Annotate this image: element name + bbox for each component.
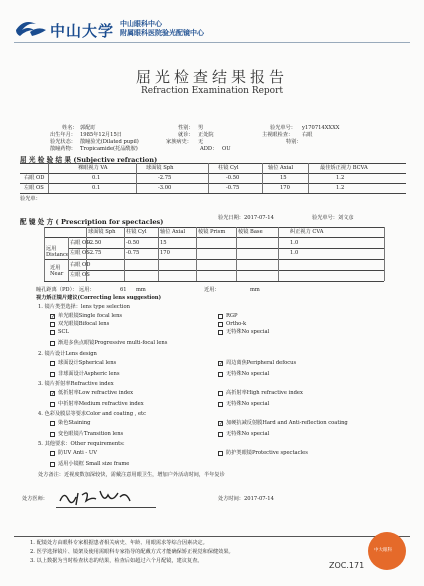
visit-label: 就诊： — [178, 132, 194, 138]
rx-col-divider — [236, 227, 237, 281]
dominant-eye-value: 右眼 — [302, 132, 313, 138]
q3-high-checkbox[interactable] — [218, 391, 223, 396]
patient-sex: 男 — [198, 125, 204, 131]
prescription-optometrist-label: 验光单号： — [312, 215, 338, 221]
q4-nospecial-label: 无特殊No special — [226, 431, 270, 437]
rx-col-divider — [86, 227, 87, 281]
rx-row-rule — [68, 270, 384, 271]
subj-os-axis: 170 — [280, 185, 290, 191]
patient-name: 郭配盯 — [80, 125, 96, 131]
subj-od-cyl: -0.50 — [226, 175, 240, 181]
rx-col-base: 棱镜 Base — [238, 229, 263, 235]
q3-low-checkbox[interactable]: ✓ — [51, 391, 56, 397]
suggestion-heading: 视力矫正镜片建议(Correcting lens suggestion) — [36, 295, 162, 301]
rx-col-cyl: 柱镜 Cyl — [126, 229, 147, 235]
q4-transition-label: 变色眼镜片Transition lens — [58, 431, 124, 437]
subj-col-divider — [262, 163, 263, 193]
rx-near-os-eye: 左眼 OS — [70, 272, 90, 278]
q1-bifocal-checkbox[interactable] — [50, 322, 55, 327]
q1-scl-label: SCL — [58, 329, 69, 335]
q2-aspheric-label: 非球面设计Aspheric lens — [58, 371, 120, 377]
q5-smallframe-label: 适用小镜框 Small size frame — [58, 461, 130, 467]
prescription-remark: 处方备注：近视度数加深较快，需戴注意用眼卫生，增加户外活动时间，半年复诊 — [38, 472, 225, 478]
subjective-header-rule — [20, 173, 406, 174]
q5-protective-label: 防护类眼镜Protective spectacles — [226, 450, 308, 456]
subjective-col-cyl: 柱镜 Cyl — [218, 165, 239, 171]
report-title-en: Refraction Examination Report — [140, 86, 284, 96]
subj-od-sph: -2.75 — [158, 175, 172, 181]
sex-label: 性别： — [178, 125, 194, 131]
q1-bifocal-label: 双光眼镜Bifocal lens — [58, 321, 110, 327]
rx-row-rule — [68, 248, 384, 249]
subj-os-bcva: 1.2 — [336, 185, 345, 191]
subj-os-cyl: -0.75 — [226, 185, 240, 191]
q5-uv-checkbox[interactable] — [50, 451, 55, 456]
subjective-optometrist-label: 验光单： — [20, 196, 41, 202]
q1-progressive-checkbox[interactable] — [50, 341, 55, 346]
dob-label: 出生年月： — [50, 132, 76, 138]
subjective-row-rule — [20, 183, 406, 184]
q2-heading: 2. 镜片设计Lens design — [38, 351, 97, 357]
pd-far-unit: mm — [136, 287, 146, 293]
prescription-date: 2017-07-14 — [244, 215, 274, 221]
rx-dist-os-cva: 1.0 — [290, 250, 299, 256]
q5-heading: 5. 其他要求：Other requirements: — [38, 441, 125, 447]
rx-header-rule — [44, 237, 384, 238]
subj-od-axis: 15 — [280, 175, 287, 181]
prescription-time-label: 处方时间： — [218, 496, 244, 502]
department-line-2: 附属眼科医院验光配镜中心 — [120, 28, 204, 37]
report-title-cn: 屈光检查结果报告 — [135, 68, 288, 86]
document-code: ZOC.171 — [329, 561, 365, 570]
q3-medium-checkbox[interactable] — [50, 402, 55, 407]
q1-nospecial-checkbox[interactable] — [218, 330, 223, 335]
subj-os-sph: -3.00 — [158, 185, 172, 191]
q2-spherical-label: 球面设计Spherical lens — [58, 360, 117, 366]
q1-scl-checkbox[interactable] — [50, 330, 55, 335]
family-history-value: 无 — [198, 139, 204, 145]
subjective-col-bcva: 最佳矫正视力 BCVA — [320, 165, 368, 171]
rx-col-cva: 纠正视力 CVA — [290, 229, 324, 235]
rx-col-divider — [158, 227, 159, 281]
zoc-badge-label: 中大眼科 — [374, 548, 392, 553]
subj-os-va: 0.1 — [92, 185, 101, 191]
subj-col-divider — [48, 163, 49, 193]
q2-peripheral-checkbox[interactable]: ✓ — [219, 361, 224, 367]
family-history-label: 家族病史： — [166, 139, 192, 145]
university-name: 中山大学 — [50, 22, 115, 40]
rx-col-divider — [44, 227, 45, 281]
subj-col-divider — [136, 163, 137, 193]
name-label: 姓名： — [62, 125, 78, 131]
subj-col-divider — [208, 163, 209, 193]
rx-col-sph: 球面镜 Sph — [88, 229, 116, 235]
q1-rgp-checkbox[interactable] — [218, 314, 223, 319]
pd-near-label: 近用： — [204, 287, 220, 293]
pd-near-unit: mm — [250, 287, 260, 293]
rx-col-divider — [384, 227, 385, 281]
q2-spherical-checkbox[interactable] — [50, 361, 55, 366]
q4-staining-label: 染色Staining — [58, 420, 91, 426]
rx-near-label: 近用 Near — [50, 265, 64, 277]
rx-top-rule — [44, 227, 384, 228]
q3-high-label: 高折射率High refractive index — [226, 390, 303, 396]
q4-coating-label: 加硬抗减反射膜Hard and Anti-reflection coating — [226, 420, 348, 426]
signature-line — [56, 507, 156, 508]
drug-value: Tropicamide(托品酰胺) — [80, 146, 138, 152]
rx-dist-od-cva: 1.0 — [290, 240, 299, 246]
q4-coating-checkbox[interactable]: ✓ — [219, 421, 224, 427]
rx-bottom-rule — [44, 281, 384, 282]
rx-dist-od-axis: 15 — [160, 240, 167, 246]
subjective-heading: 屈 光 检 验 结 果 (Subjective refraction) — [20, 156, 158, 164]
rx-distance-label: 远用 Distance — [46, 246, 69, 258]
footnote-3: 3. 以上数据为当时检查状态的结果，检查后如超过六个月配镜，建议复查。 — [30, 558, 203, 564]
rx-near-od-eye: 右眼 OD — [70, 262, 91, 268]
rx-dist-od-cyl: -0.50 — [126, 240, 140, 246]
rx-dist-os-axis: 170 — [160, 250, 170, 256]
q2-nospecial-checkbox[interactable] — [218, 372, 223, 377]
subjective-col-sph: 球面镜 Sph — [146, 165, 174, 171]
department-line-1: 中山眼科中心 — [120, 19, 162, 28]
doctor-signature — [56, 487, 136, 509]
footnote-1: 1. 配镜处方由眼科专家根据患者相关病史、年龄、用眼需求等综合因素决定。 — [30, 540, 208, 546]
prescription-date-label: 验光日期： — [218, 215, 244, 221]
rx-col-axis: 轴位 Axial — [160, 229, 186, 235]
q4-transition-checkbox[interactable] — [50, 432, 55, 437]
q2-aspheric-checkbox[interactable] — [50, 372, 55, 377]
q5-uv-label: 防UV Anti - UV — [58, 450, 97, 456]
q2-nospecial-label: 无特殊No special — [226, 371, 270, 377]
card-label: 验光单号： — [270, 125, 296, 131]
rx-dist-od-eye: 右眼 OD — [70, 240, 91, 246]
subj-od-va: 0.1 — [92, 175, 101, 181]
subj-os-eye: 左眼 OS — [24, 185, 44, 191]
prescription-optometrist: 刘文彦 — [338, 215, 354, 221]
subjective-col-va: 裸眼视力 VA — [78, 165, 108, 171]
q1-nospecial-label: 无特殊No special — [226, 329, 270, 335]
q1-heading: 1. 镜片类型选择：lens type selection — [38, 304, 130, 310]
method-label: 验光状态： — [50, 139, 76, 145]
subjective-col-axis: 轴位 Axial — [268, 165, 294, 171]
q1-progressive-label: 渐进多焦点眼镜Progressive multi-focal lens — [58, 340, 168, 346]
q3-nospecial-label: 无特殊No special — [226, 401, 270, 407]
rx-col-prism: 棱镜 Prism — [198, 229, 226, 235]
q4-staining-checkbox[interactable] — [50, 421, 55, 426]
pd-label: 瞳孔距离（PD）： 远用： — [36, 287, 95, 293]
q4-nospecial-checkbox[interactable] — [218, 432, 223, 437]
add-label: ADD： — [200, 146, 218, 152]
q3-low-label: 低折射率Low refractive index — [58, 390, 134, 396]
q5-protective-checkbox[interactable] — [218, 451, 223, 456]
q1-orthok-checkbox[interactable] — [218, 322, 223, 327]
q1-single-focal-label: 单光眼镜Single focal lens — [58, 313, 123, 319]
q1-single-focal-checkbox[interactable]: ✓ — [51, 314, 56, 320]
subjective-bottom-rule — [20, 193, 406, 194]
q1-rgp-label: RGP — [226, 313, 238, 319]
q4-heading: 4. 色彩及膜层等要求Color and coating , etc — [38, 411, 147, 417]
pd-far-value: 61 — [120, 287, 127, 293]
rx-dist-os-eye: 左眼 OS — [70, 250, 90, 256]
method-value: 散瞳验光(Dilated pupil) — [80, 139, 139, 145]
q3-heading: 3. 镜片折射率Refractive index — [38, 381, 114, 387]
hospital-logo-icon — [14, 16, 48, 40]
rx-dist-os-cyl: -0.75 — [126, 250, 140, 256]
doctor-signature-label: 处方医师： — [22, 496, 48, 502]
subjective-top-rule — [20, 163, 406, 164]
rx-col-divider — [278, 227, 279, 281]
dob-value: 1985年12月15日 — [80, 132, 122, 138]
footnote-2: 2. 医学选择镜片、镜架及使用需眼科专家指导的配戴方式才能确保矫正视觉和保健效果。 — [30, 549, 234, 555]
q2-peripheral-label: 周边离焦Peripheral defocus — [226, 360, 297, 366]
card-number: y170714XXXX — [302, 125, 340, 131]
rx-dist-os-sph: -2.75 — [88, 250, 102, 256]
header-divider — [14, 42, 410, 43]
dominant-eye-label: 主视眼检查： — [262, 132, 294, 138]
rx-col-divider — [196, 227, 197, 281]
q3-nospecial-checkbox[interactable] — [218, 402, 223, 407]
special-label: 特别： — [286, 139, 302, 145]
prescription-heading: 配 镜 处 方 ( Prescription for spectacles) — [20, 218, 164, 226]
q3-medium-label: 中折射率Medium refractive index — [58, 401, 144, 407]
add-value: OU — [222, 146, 231, 152]
subj-od-bcva: 1.2 — [336, 175, 345, 181]
rx-dist-od-sph: -2.50 — [88, 240, 102, 246]
rx-col-divider — [68, 237, 69, 281]
rx-col-divider — [124, 227, 125, 281]
subj-od-eye: 右眼 OD — [24, 175, 45, 181]
visit-value: 正处院 — [198, 132, 214, 138]
drug-label: 散瞳药物： — [50, 146, 76, 152]
q1-orthok-label: Ortho-k — [226, 321, 247, 327]
rx-section-rule — [44, 259, 384, 260]
prescription-time-value: 2017-07-14 — [244, 496, 274, 502]
subj-col-divider — [308, 163, 309, 193]
q5-smallframe-checkbox[interactable] — [50, 462, 55, 467]
